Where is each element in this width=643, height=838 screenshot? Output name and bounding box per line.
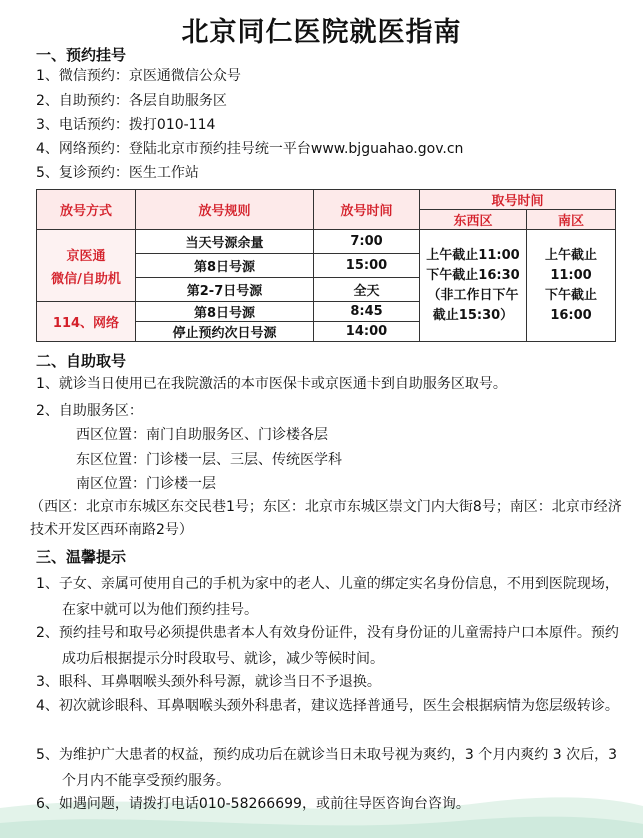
rule-cell: 第2-7日号源 [136, 278, 314, 302]
location-west: 西区位置：南门自助服务区、门诊楼各层 [76, 427, 328, 443]
rule-cell: 第8日号源 [136, 254, 314, 278]
location-east: 东区位置：门诊楼一层、三层、传统医学科 [76, 452, 342, 468]
header-method: 放号方式 [37, 190, 136, 230]
tip-item: 4、初次就诊眼科、耳鼻咽喉头颈外科患者，建议选择普通号，医生会根据病情为您层级转诊。 [36, 698, 619, 714]
page-title: 北京同仁医院就医指南 [181, 17, 462, 48]
fetch-line: 11:00 [550, 267, 592, 283]
south-fetch-cell [527, 230, 616, 342]
rule-cell: 第8日号源 [136, 302, 314, 322]
method-114-web: 114、网络 [37, 302, 136, 342]
time-cell: 14:00 [314, 322, 420, 342]
header-time: 放号时间 [314, 190, 420, 230]
booking-item: 4、网络预约：登陆北京市预约挂号统一平台www.bjguahao.gov.cn [36, 141, 464, 157]
time-cell: 全天 [314, 278, 420, 302]
method-label: 京医通 [66, 248, 106, 264]
fetch-line: 上午截止 [545, 247, 598, 263]
fetch-line: （非工作日下午 [427, 287, 519, 303]
tip-item: 3、眼科、耳鼻咽喉头颈外科号源，就诊当日不予退换。 [36, 674, 381, 690]
fetch-line: 上午截止11:00 [426, 247, 520, 263]
section-heading-booking: 一、预约挂号 [36, 46, 127, 64]
east-west-fetch-cell [420, 230, 527, 342]
self-service-item: 2、自助服务区： [36, 403, 143, 419]
tip-item: 1、子女、亲属可使用自己的手机为家中的老人、儿童的绑定实名身份信息，不用到医院现场，在家中就可以为他们预约挂号。 [36, 576, 619, 618]
header-south: 南区 [527, 210, 616, 230]
booking-item: 5、复诊预约：医生工作站 [36, 165, 199, 181]
time-cell: 15:00 [314, 254, 420, 278]
header-fetch-time: 取号时间 [420, 190, 616, 210]
fetch-line: 截止15:30） [432, 307, 514, 323]
method-jingyitong [37, 230, 136, 302]
rule-cell: 当天号源余量 [136, 230, 314, 254]
booking-item: 1、微信预约：京医通微信公众号 [36, 68, 241, 84]
section-heading-self-service: 二、自助取号 [36, 352, 127, 370]
time-cell: 7:00 [314, 230, 420, 254]
rule-cell: 停止预约次日号源 [136, 322, 314, 342]
tip-item: 2、预约挂号和取号必须提供患者本人有效身份证件，没有身份证的儿童需持户口本原件。预约成功后根据提示分时段取号、就诊，减少等候时间。 [36, 625, 619, 667]
header-east-west: 东西区 [420, 210, 527, 230]
schedule-table [36, 189, 616, 342]
time-cell: 8:45 [314, 302, 420, 322]
location-south: 南区位置：门诊楼一层 [76, 476, 216, 492]
booking-item: 3、电话预约：拨打010-114 [36, 117, 216, 133]
address-note: （西区：北京市东城区东交民巷1号；东区：北京市东城区崇文门内大街8号；南区：北京市经济技术开发区西环南路2号） [30, 499, 622, 538]
booking-item: 2、自助预约：各层自助服务区 [36, 93, 227, 109]
section-heading-tips: 三、温馨提示 [36, 548, 127, 566]
method-label: 微信/自助机 [51, 271, 121, 287]
fetch-line: 下午截止16:30 [426, 267, 520, 283]
tip-item: 6、如遇问题，请拨打电话010-58266699，或前往导医咨询台咨询。 [36, 796, 470, 812]
fetch-line: 下午截止 [545, 287, 598, 303]
self-service-item: 1、就诊当日使用已在我院激活的本市医保卡或京医通卡到自助服务区取号。 [36, 376, 507, 392]
tip-item: 5、为维护广大患者的权益，预约成功后在就诊当日未取号视为爽约，3 个月内爽约 3 次后，3个月内不能享受预约服务。 [36, 747, 617, 789]
header-rule: 放号规则 [136, 190, 314, 230]
fetch-line: 16:00 [550, 307, 592, 323]
